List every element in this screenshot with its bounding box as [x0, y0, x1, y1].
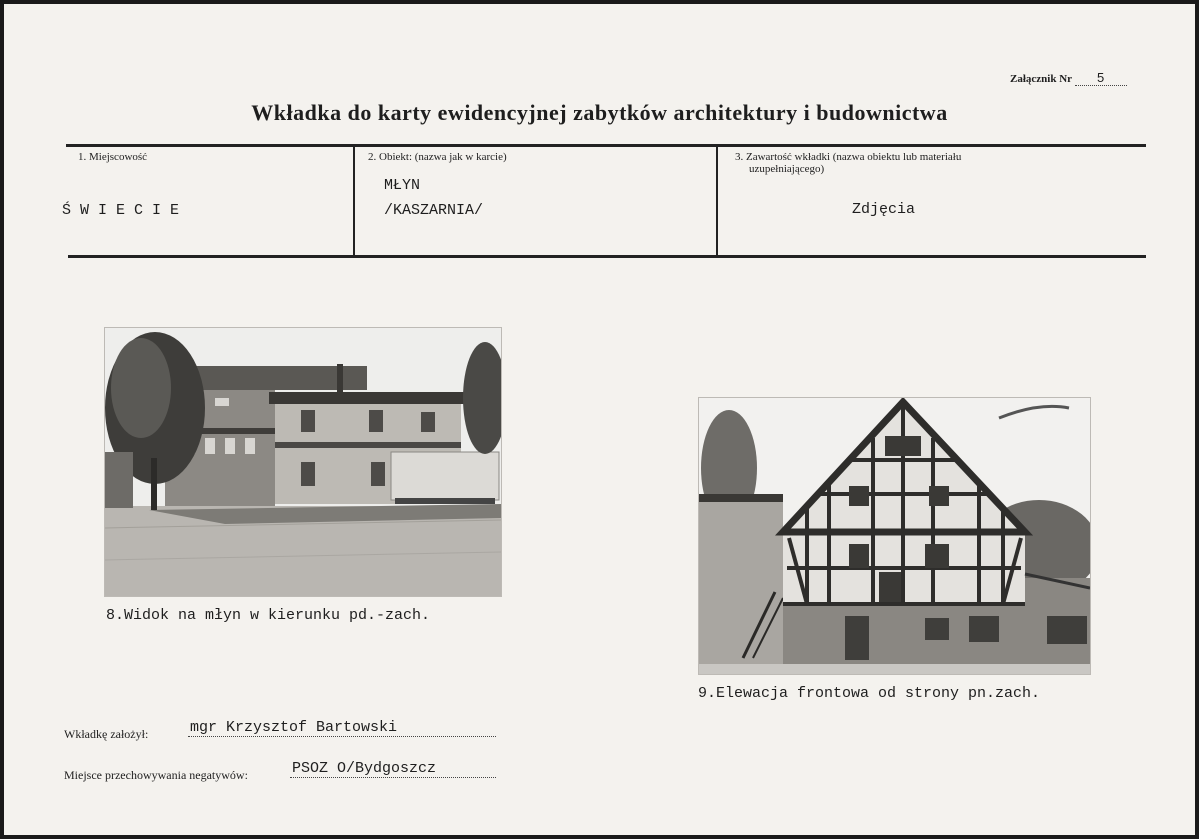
content-label-line1: 3. Zawartość wkładki (nazwa obiektu lub materiału — [735, 151, 962, 163]
document-title: Wkładka do karty ewidencyjnej zabytków architektury i budownictwa — [251, 100, 948, 125]
locality-value: Ś W I E C I E — [62, 202, 180, 219]
content-label-line2: uzupełniającego) — [749, 163, 825, 175]
object-value-line2: /KASZARNIA/ — [384, 202, 484, 219]
photo-mill-view — [104, 327, 502, 597]
photo-mill-view-caption: 8.Widok na młyn w kierunku pd.-zach. — [106, 607, 431, 624]
photo-front-elevation-image — [699, 398, 1090, 674]
author-label: Wkładkę założył: — [64, 727, 149, 741]
locality-label: 1. Miejscowość — [78, 151, 148, 163]
author-value: mgr Krzysztof Bartowski — [188, 719, 496, 737]
form-bottom-rule — [68, 255, 1146, 258]
photo-front-elevation — [698, 397, 1091, 675]
photo-mill-view-image — [105, 328, 501, 596]
attachment-number-value: 5 — [1075, 70, 1127, 86]
form-divider-1 — [353, 146, 355, 256]
storage-label: Miejsce przechowywania negatywów: — [64, 768, 248, 782]
form-divider-2 — [716, 146, 718, 256]
storage-value: PSOZ O/Bydgoszcz — [290, 760, 496, 778]
photo-front-elevation-caption: 9.Elewacja frontowa od strony pn.zach. — [698, 685, 1041, 702]
form-top-rule — [66, 144, 1146, 147]
object-value-line1: MŁYN — [384, 177, 421, 194]
object-label: 2. Obiekt: (nazwa jak w karcie) — [368, 151, 507, 163]
attachment-label: Załącznik Nr — [1010, 73, 1072, 85]
attachment-number — [1010, 70, 1127, 86]
content-value: Zdjęcia — [852, 201, 916, 218]
document-sheet — [4, 4, 1195, 835]
